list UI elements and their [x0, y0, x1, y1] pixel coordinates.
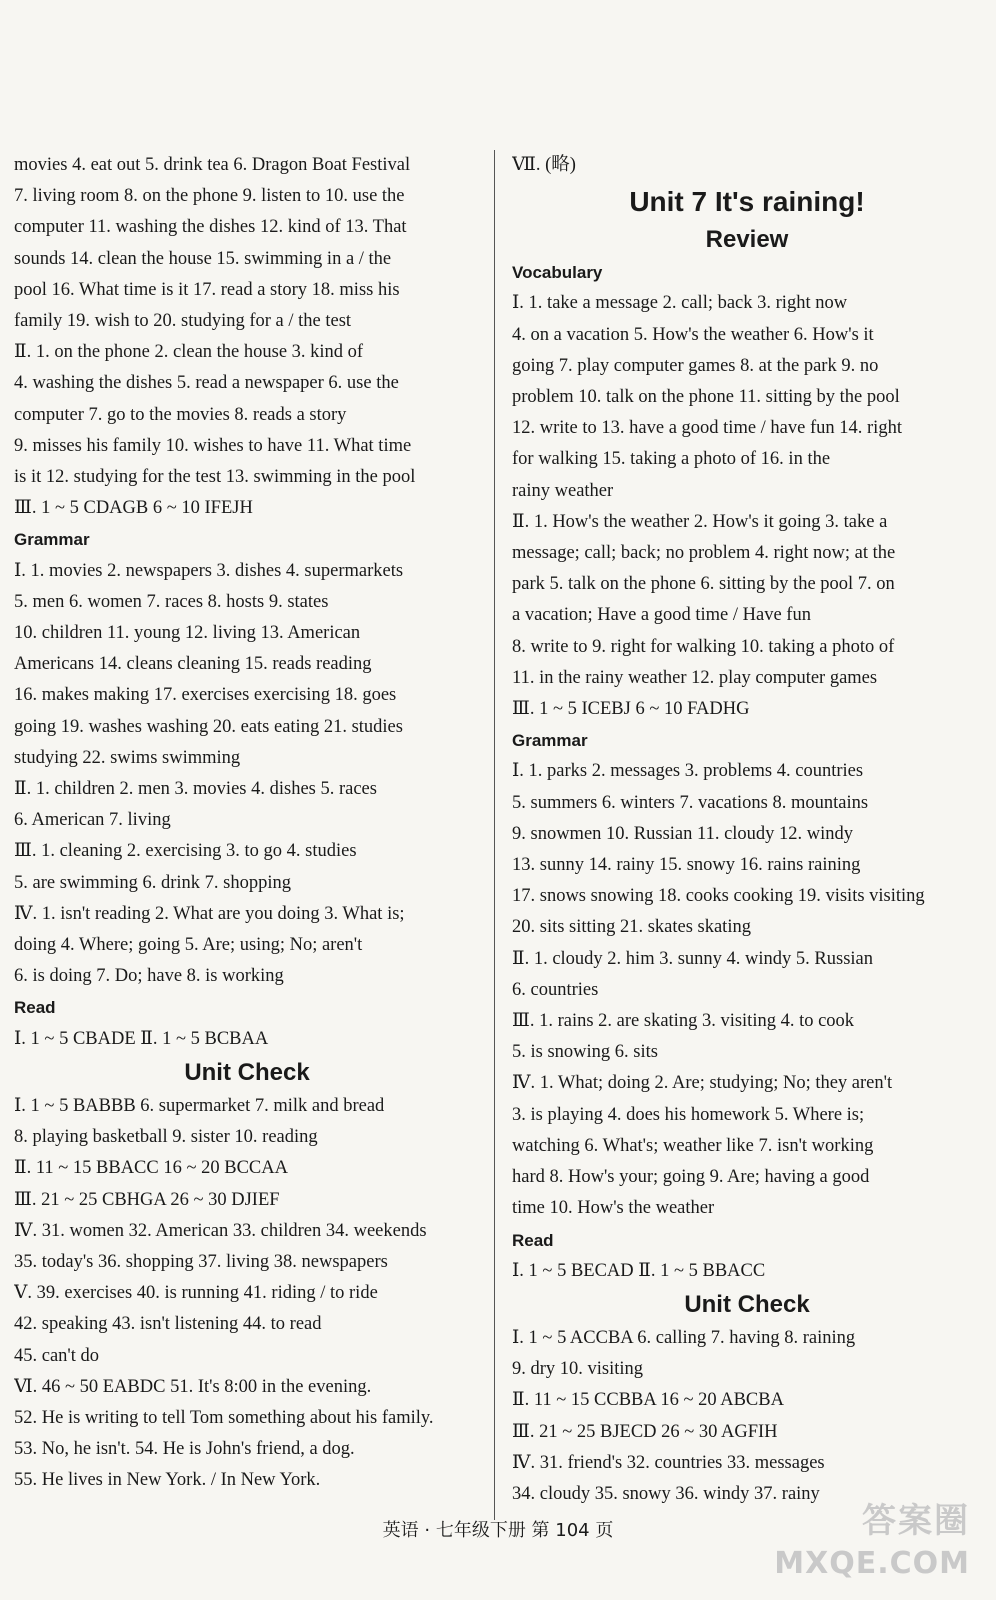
left-column-line: movies 4. eat out 5. drink tea 6. Dragon Boat Festival: [14, 155, 411, 175]
left-column-line: Ⅱ. 1. on the phone 2. clean the house 3. kind of: [14, 342, 364, 363]
right-column-line: Ⅱ. 11 ~ 15 CCBBA 16 ~ 20 ABCBA: [512, 1390, 784, 1411]
right-column-line: Ⅳ. 31. friend's 32. countries 33. messages: [512, 1452, 825, 1473]
right-column-line: Grammar: [512, 731, 588, 751]
left-column-line: is it 12. studying for the test 13. swimming in the pool: [14, 467, 416, 488]
right-column-line: Vocabulary: [512, 263, 603, 283]
watermark-top: 答案圈: [862, 1501, 970, 1541]
right-column-line: 3. is playing 4. does his homework 5. Where is;: [512, 1104, 865, 1125]
right-column-line: message; call; back; no problem 4. right now; at the: [512, 543, 896, 564]
left-column-line: 42. speaking 43. isn't listening 44. to read: [14, 1314, 322, 1335]
left-column-line: studying 22. swims swimming: [14, 747, 241, 768]
left-column-line: Ⅱ. 1. children 2. men 3. movies 4. dishes 5. races: [14, 779, 377, 800]
right-column-line: 13. sunny 14. rainy 15. snowy 16. rains raining: [512, 855, 861, 876]
left-column-line: 6. American 7. living: [14, 810, 171, 831]
right-column-line: going 7. play computer games 8. at the park 9. no: [512, 355, 879, 376]
left-column-line: Ⅴ. 39. exercises 40. is running 41. riding / to ride: [14, 1283, 378, 1304]
right-column-line: Read: [512, 1230, 554, 1250]
left-column-line: Ⅲ. 1. cleaning 2. exercising 3. to go 4. studies: [14, 841, 357, 862]
left-column-line: 55. He lives in New York. / In New York.: [14, 1470, 321, 1491]
left-column-line: 8. playing basketball 9. sister 10. reading: [14, 1127, 318, 1148]
left-column-line: 7. living room 8. on the phone 9. listen to 10. use the: [14, 186, 405, 207]
left-column-line: 4. washing the dishes 5. read a newspaper 6. use the: [14, 373, 399, 394]
left-column-line: Ⅰ. 1 ~ 5 CBADE Ⅱ. 1 ~ 5 BCBAA: [14, 1028, 269, 1049]
left-column-line: Grammar: [14, 530, 90, 550]
left-column-line: Ⅳ. 31. women 32. American 33. children 34. weekends: [14, 1220, 427, 1241]
left-column-line: 16. makes making 17. exercises exercising 18. goes: [14, 685, 397, 706]
right-column-line: 5. is snowing 6. sits: [512, 1042, 658, 1063]
left-column-line: Ⅲ. 1 ~ 5 CDAGB 6 ~ 10 IFEJH: [14, 498, 253, 519]
right-column-line: time 10. How's the weather: [512, 1198, 715, 1219]
column-divider: [494, 150, 495, 1520]
right-column-line: watching 6. What's; weather like 7. isn't working: [512, 1135, 874, 1156]
right-column-line: problem 10. talk on the phone 11. sitting by the pool: [512, 387, 900, 408]
left-column-line: Unit Check: [184, 1058, 310, 1086]
left-column-line: 9. misses his family 10. wishes to have 11. What time: [14, 435, 412, 456]
right-column-line: Ⅰ. 1. parks 2. messages 3. problems 4. countries: [512, 761, 864, 782]
left-column-line: computer 7. go to the movies 8. reads a story: [14, 404, 347, 425]
right-column-line: Ⅳ. 1. What; doing 2. Are; studying; No; they aren't: [512, 1073, 893, 1094]
left-column-line: Ⅳ. 1. isn't reading 2. What are you doing 3. What is;: [14, 903, 405, 924]
right-column-line: rainy weather: [512, 480, 614, 501]
left-column-line: computer 11. washing the dishes 12. kind of 13. That: [14, 217, 407, 238]
right-column-line: 11. in the rainy weather 12. play computer games: [512, 667, 878, 688]
left-column-line: pool 16. What time is it 17. read a story 18. miss his: [14, 279, 400, 300]
right-column-line: Ⅱ. 1. cloudy 2. him 3. sunny 4. windy 5. Russian: [512, 948, 873, 969]
right-column-line: 9. snowmen 10. Russian 11. cloudy 12. windy: [512, 823, 854, 844]
right-column-line: 4. on a vacation 5. How's the weather 6. How's it: [512, 324, 874, 345]
right-column-line: Ⅰ. 1. take a message 2. call; back 3. right now: [512, 293, 848, 314]
right-column-line: Ⅱ. 1. How's the weather 2. How's it going 3. take a: [512, 511, 888, 532]
right-column-line: park 5. talk on the phone 6. sitting by the pool 7. on: [512, 574, 895, 595]
left-column-line: 6. is doing 7. Do; have 8. is working: [14, 966, 284, 987]
right-column-line: 9. dry 10. visiting: [512, 1359, 644, 1380]
left-column-line: Ⅰ. 1 ~ 5 BABBB 6. supermarket 7. milk and bread: [14, 1095, 385, 1116]
watermark-url: MXQE.COM: [774, 1546, 970, 1581]
left-column-line: Read: [14, 998, 56, 1018]
left-column-line: going 19. washes washing 20. eats eating 21. studies: [14, 716, 403, 737]
left-column-line: 5. are swimming 6. drink 7. shopping: [14, 872, 291, 893]
left-column-line: Ⅰ. 1. movies 2. newspapers 3. dishes 4. supermarkets: [14, 560, 404, 581]
right-column-line: 17. snows snowing 18. cooks cooking 19. visits visiting: [512, 886, 925, 907]
left-column-line: 53. No, he isn't. 54. He is John's friend, a dog.: [14, 1439, 355, 1460]
left-column-line: 35. today's 36. shopping 37. living 38. newspapers: [14, 1251, 388, 1272]
left-column-line: 45. can't do: [14, 1345, 100, 1366]
right-column: [512, 150, 982, 1510]
right-column-line: hard 8. How's your; going 9. Are; having a good: [512, 1167, 870, 1188]
right-column-line: Unit Check: [684, 1290, 810, 1318]
left-column-line: doing 4. Where; going 5. Are; using; No; aren't: [14, 935, 363, 956]
right-column-line: 6. countries: [512, 979, 599, 1000]
left-column-line: sounds 14. clean the house 15. swimming in a / the: [14, 248, 392, 269]
right-column-line: 5. summers 6. winters 7. vacations 8. mountains: [512, 792, 869, 813]
right-column-line: a vacation; Have a good time / Have fun: [512, 605, 811, 626]
right-column-line: Ⅲ. 1 ~ 5 ICEBJ 6 ~ 10 FADHG: [512, 699, 750, 720]
right-column-line: Ⅲ. 1. rains 2. are skating 3. visiting 4. to cook: [512, 1011, 855, 1032]
left-column-line: Americans 14. cleans cleaning 15. reads reading: [14, 654, 372, 675]
left-column-line: 5. men 6. women 7. races 8. hosts 9. states: [14, 591, 329, 612]
right-column-line: 20. sits sitting 21. skates skating: [512, 917, 751, 938]
left-column-line: Ⅱ. 11 ~ 15 BBACC 16 ~ 20 BCCAA: [14, 1158, 288, 1179]
right-column-line: 12. write to 13. have a good time / have fun 14. right: [512, 418, 902, 439]
right-column-line: Ⅰ. 1 ~ 5 BECAD Ⅱ. 1 ~ 5 BBACC: [512, 1260, 766, 1281]
left-column-line: Ⅲ. 21 ~ 25 CBHGA 26 ~ 30 DJIEF: [14, 1189, 280, 1210]
right-column-line: 8. write to 9. right for walking 10. taking a photo of: [512, 636, 895, 657]
right-column-line: Ⅰ. 1 ~ 5 ACCBA 6. calling 7. having 8. raining: [512, 1327, 856, 1348]
right-column-line: 34. cloudy 35. snowy 36. windy 37. rainy: [512, 1483, 820, 1504]
left-column: [14, 150, 480, 1497]
right-column-line: Unit 7 It's raining!: [629, 186, 865, 218]
left-column-line: family 19. wish to 20. studying for a / the test: [14, 311, 352, 332]
right-column-line: Ⅲ. 21 ~ 25 BJECD 26 ~ 30 AGFIH: [512, 1421, 778, 1442]
right-column-line: Review: [705, 226, 789, 254]
left-column-line: Ⅵ. 46 ~ 50 EABDC 51. It's 8:00 in the evening.: [14, 1376, 372, 1397]
left-column-line: 10. children 11. young 12. living 13. American: [14, 623, 361, 644]
page-footer: 英语 · 七年级下册 第 104 页: [382, 1520, 614, 1541]
left-column-line: 52. He is writing to tell Tom something about his family.: [14, 1407, 434, 1428]
watermark-logo: [770, 1498, 970, 1588]
right-column-line: for walking 15. taking a photo of 16. in the: [512, 449, 831, 470]
right-column-line: Ⅶ. (略): [512, 155, 576, 175]
